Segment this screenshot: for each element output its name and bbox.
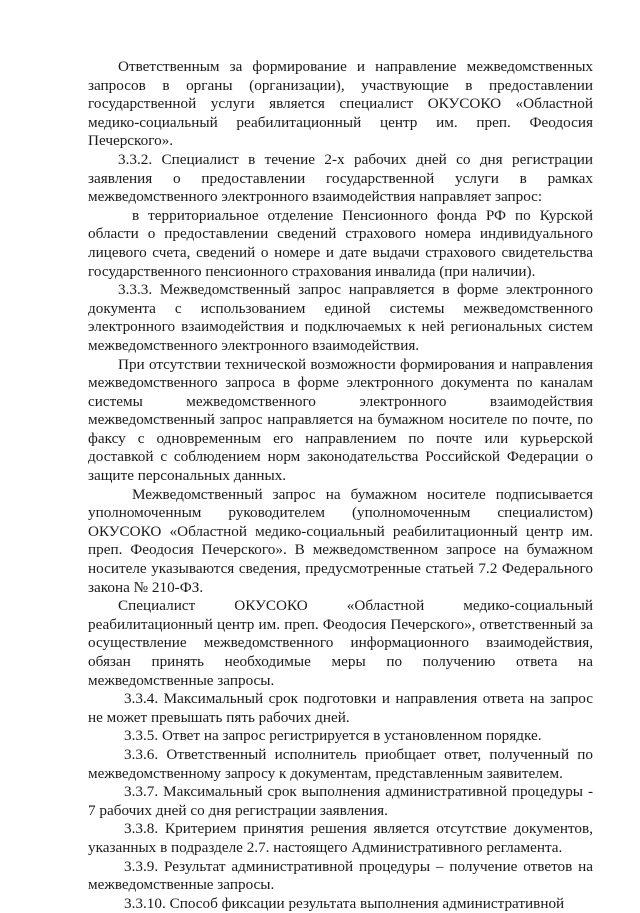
paragraph-responsible: Ответственным за формирование и направление межведомственных запросов в органы (организации), участвующие в предоставлении государственной услуги является специалист ОКУСОКО «Областной медико-социальный реабилитационный центр им. преп. Феодосия Печерского». — [88, 58, 593, 150]
paragraph-3-3-10: 3.3.10. Способ фиксации результата выполнения административной — [124, 894, 565, 912]
paragraph-3-3-6: 3.3.6. Ответственный исполнитель приобщает ответ, полученный по межведомственному запросу к документам, представленным заявителем. — [88, 745, 593, 782]
paragraph-paper-request: Межведомственный запрос на бумажном носителе подписывается уполномоченным руководителем (уполномоченным специалистом) ОКУСОКО «Областной медико-социальный реабилитационный центр им. преп. Феодосия Печерского». В межведомственном запросе на бумажном носителе указываются сведения, предусмотренные статьей 7.2 Федерального закона № 210-ФЗ. — [88, 485, 593, 596]
paragraph-pension-fund: в территориальное отделение Пенсионного фонда РФ по Курской области о предоставлении сведений страхового номера индивидуального лицевого счета, сведений о номере и дате выдачи страхового свидетельства государственного пенсионного страхования инвалида (при наличии). — [88, 206, 593, 280]
paragraph-3-3-7: 3.3.7. Максимальный срок выполнения административной процедуры - 7 рабочих дней со дня регистрации заявления. — [88, 783, 593, 819]
paragraph-specialist: Специалист ОКУСОКО «Областной медико-социальный реабилитационный центр им. преп. Феодосия Печерского», ответственный за осуществление межведомственного информационного взаимодействия, обязан принять необходимые меры по получению ответа на межведомственные запросы. — [88, 597, 593, 689]
paragraph-3-3-2: 3.3.2. Специалист в течение 2-х рабочих дней со дня регистрации заявления о предоставлении государственной услуги в рамках межведомственного электронного взаимодействия направляет запрос: — [88, 150, 593, 206]
paragraph-3-3-3: 3.3.3. Межведомственный запрос направляется в форме электронного документа с использованием единой системы межведомственного электронного взаимодействия и подключаемых к ней региональных систем межведомственного электронного взаимодействия. — [88, 281, 593, 354]
document-page — [88, 58, 593, 913]
paragraph-3-3-8: 3.3.8. Критерием принятия решения является отсутствие документов, указанных в подразделе 2.7. настоящего Административного регламента. — [88, 820, 593, 856]
paragraph-3-3-4: 3.3.4. Максимальный срок подготовки и направления ответа на запрос не может превышать пять рабочих дней. — [88, 690, 593, 726]
paragraph-no-technical-capability: При отсутствии технической возможности формирования и направления межведомственного запроса в форме электронного документа по каналам системы межведомственного электронного взаимодействия межведомственный запрос направляется на бумажном носителе по почте, по факсу с одновременным его направлением по почте или курьерской доставкой с соблюдением норм законодательства Российской Федерации о защите персональных данных. — [88, 355, 593, 485]
paragraph-3-3-9: 3.3.9. Результат административной процедуры – получение ответов на межведомственные запросы. — [88, 857, 593, 894]
paragraph-3-3-5: 3.3.5. Ответ на запрос регистрируется в установленном порядке. — [124, 727, 542, 745]
